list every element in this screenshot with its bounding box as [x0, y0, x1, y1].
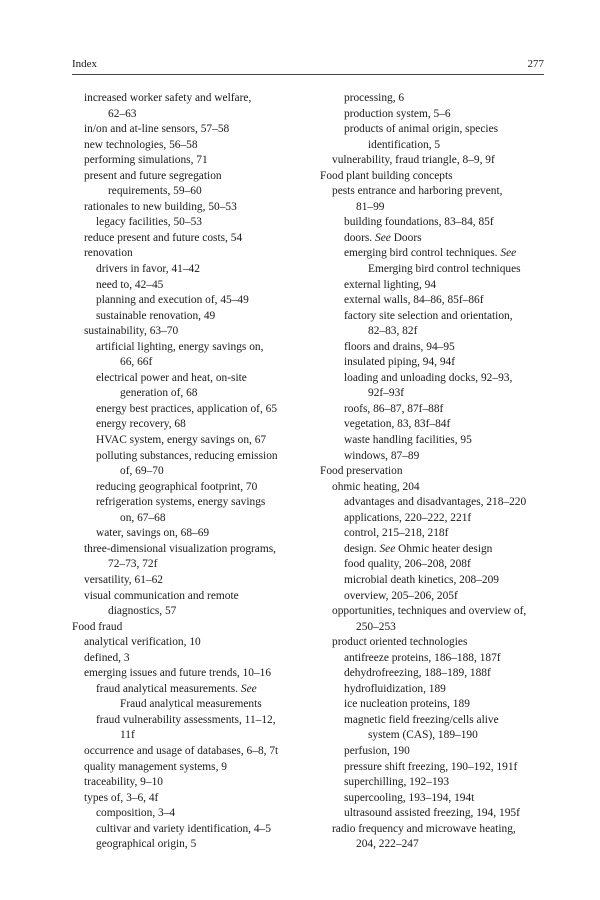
index-entry-text: performing simulations, 71 [84, 154, 208, 167]
index-entry-text: external walls, 84–86, 85f–86f [344, 294, 484, 307]
index-entry [72, 760, 307, 776]
index-entry [320, 495, 550, 511]
index-entry-text: present and future segregation [84, 169, 222, 182]
section-title: Index [72, 58, 98, 70]
index-entry [72, 744, 307, 760]
index-entry [320, 744, 550, 760]
index-entry-continuation [72, 386, 307, 402]
index-entry [72, 620, 307, 636]
index-entry-text: Food fraud [72, 620, 123, 633]
index-entry [72, 775, 307, 791]
index-entry [72, 449, 307, 465]
index-entry-text: products of animal origin, species [344, 123, 499, 136]
index-entry-text: composition, 3–4 [96, 807, 176, 820]
index-entry-text: advantages and disadvantages, 218–220 [344, 496, 527, 509]
index-entry [320, 449, 550, 465]
index-entry-text: magnetic field freezing/cells alive [344, 713, 499, 726]
index-entry-continuation [72, 107, 307, 123]
index-entry-text: generation of, 68 [120, 387, 198, 400]
index-entry-text: product oriented technologies [332, 636, 468, 649]
index-entry-text: perfusion, 190 [344, 744, 410, 757]
see-reference: See [500, 247, 517, 260]
index-entry-text: 92f–93f [368, 387, 405, 400]
index-entry-text: defined, 3 [84, 651, 130, 664]
index-entry [320, 589, 550, 605]
index-entry [72, 153, 307, 169]
index-entry [320, 231, 550, 247]
see-target: Doors [393, 231, 422, 244]
index-entry-text: need to, 42–45 [96, 278, 164, 291]
index-entry [320, 760, 550, 776]
running-header [72, 56, 544, 75]
index-entry [72, 433, 307, 449]
index-entry-text: radio frequency and microwave heating, [332, 822, 516, 835]
index-entry-text: 72–73, 72f [108, 558, 158, 571]
index-entry [320, 511, 550, 527]
index-entry [72, 231, 307, 247]
index-entry-text: HVAC system, energy savings on, 67 [96, 434, 267, 447]
index-entry [320, 215, 550, 231]
index-entry-continuation [320, 386, 550, 402]
index-entry-continuation [320, 200, 550, 216]
index-entry-text: quality management systems, 9 [84, 760, 227, 773]
index-entry [72, 262, 307, 278]
index-entry-text: loading and unloading docks, 92–93, [344, 371, 513, 384]
index-entry [320, 573, 550, 589]
see-target: Fraud analytical measurements [120, 698, 262, 711]
see-reference: See [240, 682, 257, 695]
index-entry [72, 278, 307, 294]
index-entry [320, 635, 550, 651]
index-entry [320, 355, 550, 371]
index-entry [320, 122, 550, 138]
index-entry-continuation [72, 604, 307, 620]
index-entry [320, 184, 550, 200]
index-entry [320, 169, 550, 185]
index-entry-text: refrigeration systems, energy savings [96, 496, 266, 509]
index-entry [320, 340, 550, 356]
index-entry-text: design. [344, 542, 377, 555]
index-entry-text: supercooling, 193–194, 194t [344, 791, 475, 804]
index-entry-text: applications, 220–222, 221f [344, 511, 472, 524]
index-entry-text: dehydrofreezing, 188–189, 188f [344, 667, 491, 680]
index-entry-text: pressure shift freezing, 190–192, 191f [344, 760, 518, 773]
index-entry [72, 324, 307, 340]
index-entry-text: energy best practices, application of, 65 [96, 402, 278, 415]
index-column-right [320, 91, 550, 853]
index-entry-text: doors. [344, 231, 373, 244]
index-entry [320, 464, 550, 480]
index-entry [320, 666, 550, 682]
index-entry-text: building foundations, 83–84, 85f [344, 216, 494, 229]
index-entry-text: 250–253 [356, 620, 396, 633]
index-entry [72, 589, 307, 605]
index-entry [320, 682, 550, 698]
see-reference: See [379, 542, 396, 555]
index-entry-text: ohmic heating, 204 [332, 480, 420, 493]
index-entry-continuation [72, 511, 307, 527]
index-entry [72, 417, 307, 433]
index-entry-text: food quality, 206–208, 208f [344, 558, 471, 571]
index-entry-text: superchilling, 192–193 [344, 776, 450, 789]
index-entry-text: new technologies, 56–58 [84, 138, 198, 151]
index-entry-continuation [320, 138, 550, 154]
index-entry-text: sustainable renovation, 49 [96, 309, 216, 322]
index-entry-text: windows, 87–89 [344, 449, 420, 462]
index-entry-text: vegetation, 83, 83f–84f [344, 418, 451, 431]
index-entry [320, 791, 550, 807]
index-entry-text: water, savings on, 68–69 [96, 527, 210, 540]
index-entry-text: pests entrance and harboring prevent, [332, 185, 503, 198]
index-entry-text: renovation [84, 247, 133, 260]
index-entry [72, 666, 307, 682]
index-entry [72, 651, 307, 667]
index-entry-text: planning and execution of, 45–49 [96, 294, 249, 307]
index-entry-text: legacy facilities, 50–53 [96, 216, 202, 229]
index-entry [72, 402, 307, 418]
index-entry-text: visual communication and remote [84, 589, 239, 602]
index-entry [72, 837, 307, 853]
index-entry-text: floors and drains, 94–95 [344, 340, 455, 353]
index-entry [72, 122, 307, 138]
index-entry [320, 107, 550, 123]
index-entry [72, 215, 307, 231]
index-entry-text: 66, 66f [120, 356, 153, 369]
index-entry-continuation [72, 728, 307, 744]
index-entry-text: reducing geographical footprint, 70 [96, 480, 258, 493]
index-entry [72, 713, 307, 729]
index-entry [72, 573, 307, 589]
index-entry [320, 293, 550, 309]
index-entry-text: insulated piping, 94, 94f [344, 356, 456, 369]
index-entry-continuation [320, 324, 550, 340]
index-entry-text: versatility, 61–62 [84, 573, 163, 586]
index-entry-continuation [72, 557, 307, 573]
page-number: 277 [527, 58, 544, 70]
index-entry-text: overview, 205–206, 205f [344, 589, 458, 602]
index-entry-text: requirements, 59–60 [108, 185, 202, 198]
index-entry [320, 153, 550, 169]
index-entry-text: of, 69–70 [120, 465, 164, 478]
index-entry [320, 822, 550, 838]
index-entry-text: analytical verification, 10 [84, 636, 201, 649]
index-entry [72, 246, 307, 262]
index-entry-text: ice nucleation proteins, 189 [344, 698, 470, 711]
index-entry [72, 495, 307, 511]
index-entry-text: waste handling facilities, 95 [344, 434, 472, 447]
see-target: Ohmic heater design [398, 542, 493, 555]
index-entry-text: reduce present and future costs, 54 [84, 231, 243, 244]
index-entry-text: sustainability, 63–70 [84, 325, 179, 338]
index-entry-text: fraud vulnerability assessments, 11–12, [96, 713, 276, 726]
index-entry [320, 697, 550, 713]
index-entry-text: diagnostics, 57 [108, 605, 177, 618]
index-entry-text: Food plant building concepts [320, 169, 453, 182]
index-entry [320, 417, 550, 433]
index-entry-text: identification, 5 [368, 138, 441, 151]
index-entry [72, 526, 307, 542]
index-entry-text: 81–99 [356, 200, 385, 213]
index-entry [320, 309, 550, 325]
index-entry-text: roofs, 86–87, 87f–88f [344, 402, 444, 415]
index-entry [320, 651, 550, 667]
index-entry [72, 682, 307, 698]
index-entry-text: types of, 3–6, 4f [84, 791, 159, 804]
index-entry-text: artificial lighting, energy savings on, [96, 340, 264, 353]
index-entry-text: factory site selection and orientation, [344, 309, 513, 322]
index-entry [72, 635, 307, 651]
index-entry-text: production system, 5–6 [344, 107, 451, 120]
see-target: Emerging bird control techniques [368, 263, 521, 276]
index-entry [72, 138, 307, 154]
index-entry-text: processing, 6 [344, 92, 405, 104]
index-entry [72, 542, 307, 558]
index-entry-text: electrical power and heat, on-site [96, 371, 247, 384]
index-entry-text: opportunities, techniques and overview of, [332, 605, 527, 618]
index-entry [320, 526, 550, 542]
index-entry [320, 542, 550, 558]
index-entry [72, 169, 307, 185]
index-entry [320, 371, 550, 387]
index-entry-text: Food preservation [320, 465, 403, 478]
see-reference: See [375, 231, 391, 244]
index-entry [320, 557, 550, 573]
index-entry [320, 806, 550, 822]
index-entry-text: control, 215–218, 218f [344, 527, 449, 540]
index-entry-text: hydrofluidization, 189 [344, 682, 446, 695]
index-entry-continuation [72, 697, 307, 713]
index-entry-continuation [320, 262, 550, 278]
index-entry-continuation [72, 355, 307, 371]
index-column-left [72, 91, 307, 853]
index-entry-text: three-dimensional visualization programs, [84, 542, 277, 555]
index-entry-continuation [320, 728, 550, 744]
index-entry-text: occurrence and usage of databases, 6–8, 7t [84, 744, 279, 757]
index-entry [72, 480, 307, 496]
index-entry-text: rationales to new building, 50–53 [84, 200, 237, 213]
index-entry-text: vulnerability, fraud triangle, 8–9, 9f [332, 154, 495, 167]
index-entry [320, 604, 550, 620]
index-entry [320, 713, 550, 729]
index-entry-continuation [72, 184, 307, 200]
index-entry-text: on, 67–68 [120, 511, 166, 524]
index-entry [72, 309, 307, 325]
index-entry [320, 278, 550, 294]
index-entry-text: emerging issues and future trends, 10–16 [84, 667, 272, 680]
index-entry [320, 402, 550, 418]
index-entry-text: increased worker safety and welfare, [84, 92, 252, 104]
index-entry-text: cultivar and variety identification, 4–5 [96, 822, 271, 835]
index-entry-text: ultrasound assisted freezing, 194, 195f [344, 807, 520, 820]
index-entry [72, 371, 307, 387]
index-entry-continuation [72, 464, 307, 480]
index-entry-text: 204, 222–247 [356, 838, 419, 851]
index-entry-text: polluting substances, reducing emission [96, 449, 278, 462]
index-entry [72, 200, 307, 216]
index-entry-text: external lighting, 94 [344, 278, 437, 291]
index-entry-text: in/on and at-line sensors, 57–58 [84, 123, 230, 136]
index-entry [72, 91, 307, 107]
index-entry [320, 246, 550, 262]
index-entry-text: fraud analytical measurements. [96, 682, 239, 695]
index-entry-continuation [320, 837, 550, 853]
index-entry-text: 11f [120, 729, 135, 742]
index-entry [72, 293, 307, 309]
index-entry [320, 91, 550, 107]
index-entry-text: drivers in favor, 41–42 [96, 263, 200, 276]
index-entry-text: system (CAS), 189–190 [368, 729, 478, 742]
index-entry-text: microbial death kinetics, 208–209 [344, 573, 500, 586]
index-entry [320, 433, 550, 449]
index-entry-text: 62–63 [108, 107, 137, 120]
index-entry [72, 791, 307, 807]
index-entry [320, 480, 550, 496]
index-entry-text: geographical origin, 5 [96, 838, 197, 851]
index-entry-text: 82–83, 82f [368, 325, 418, 338]
index-entry-continuation [320, 620, 550, 636]
index-entry [72, 822, 307, 838]
index-entry-text: antifreeze proteins, 186–188, 187f [344, 651, 501, 664]
index-entry [72, 806, 307, 822]
index-entry-text: emerging bird control techniques. [344, 247, 498, 260]
index-entry-text: traceability, 9–10 [84, 776, 163, 789]
index-entry-text: energy recovery, 68 [96, 418, 186, 431]
index-entry [320, 775, 550, 791]
index-entry [72, 340, 307, 356]
